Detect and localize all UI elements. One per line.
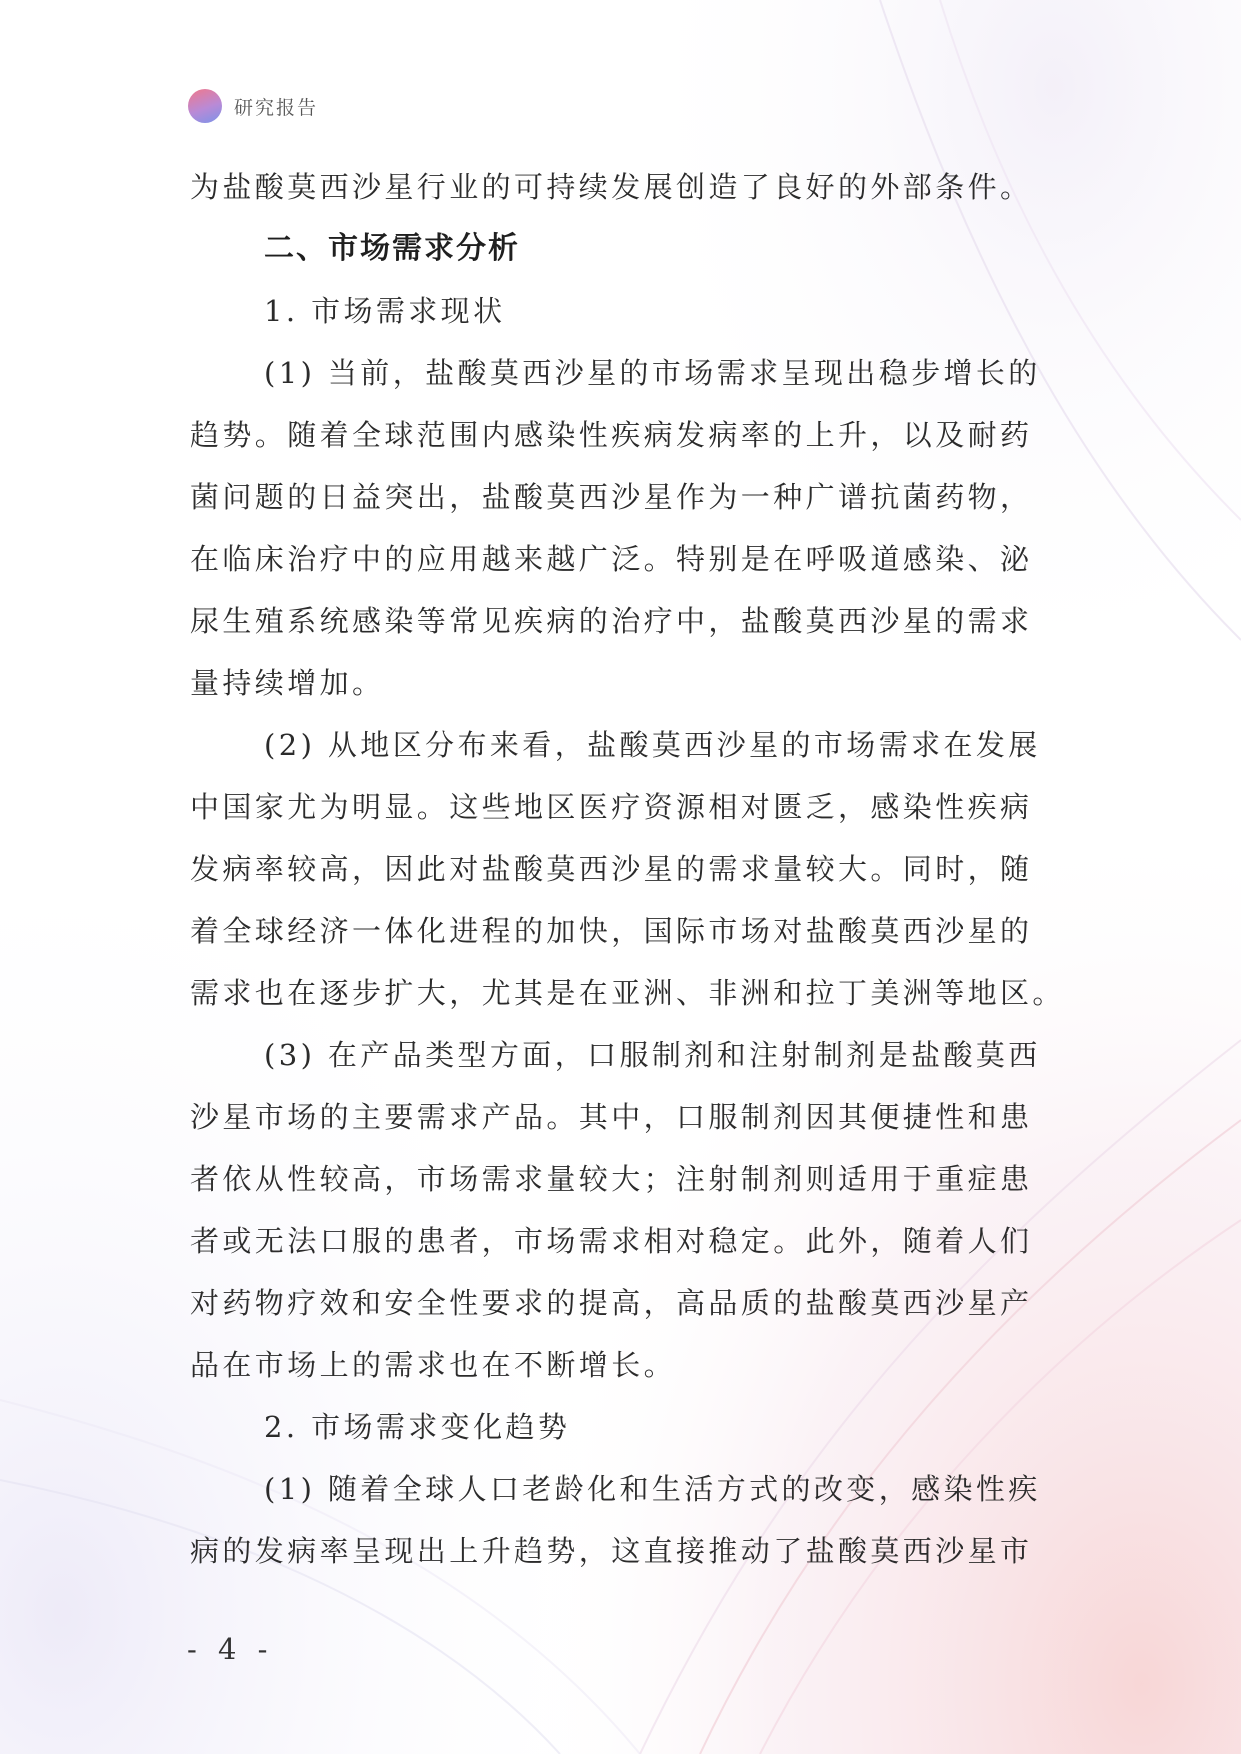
page-number: - 4 - (187, 1632, 274, 1666)
report-header (188, 89, 318, 123)
text-line: (3) 在产品类型方面，口服制剂和注射制剂是盐酸莫西 (264, 1038, 1041, 1072)
logo-circle-icon (188, 89, 222, 123)
text-line: 趋势。随着全球范围内感染性疾病发病率的上升，以及耐药 (190, 418, 1033, 452)
header-title: 研究报告 (234, 96, 319, 119)
text-line: (1) 随着全球人口老龄化和生活方式的改变，感染性疾 (264, 1472, 1041, 1506)
document-body (190, 156, 1065, 1582)
text-line: 发病率较高，因此对盐酸莫西沙星的需求量较大。同时，随 (190, 852, 1033, 886)
text-line: 需求也在逐步扩大，尤其是在亚洲、非洲和拉丁美洲等地区。 (190, 976, 1065, 1010)
text-line: (2) 从地区分布来看，盐酸莫西沙星的市场需求在发展 (264, 728, 1041, 762)
text-line: 菌问题的日益突出，盐酸莫西沙星作为一种广谱抗菌药物， (190, 480, 1033, 514)
text-line: 中国家尤为明显。这些地区医疗资源相对匮乏，感染性疾病 (190, 790, 1033, 824)
text-line: 着全球经济一体化进程的加快，国际市场对盐酸莫西沙星的 (190, 914, 1033, 948)
text-line: 者依从性较高，市场需求量较大；注射制剂则适用于重症患 (190, 1162, 1033, 1196)
text-line: 1. 市场需求现状 (264, 294, 506, 328)
text-line: 品在市场上的需求也在不断增长。 (190, 1348, 677, 1382)
text-line: 病的发病率呈现出上升趋势，这直接推动了盐酸莫西沙星市 (190, 1534, 1033, 1568)
text-line: (1) 当前，盐酸莫西沙星的市场需求呈现出稳步增长的 (264, 356, 1041, 390)
text-line: 尿生殖系统感染等常见疾病的治疗中，盐酸莫西沙星的需求 (190, 604, 1033, 638)
text-line: 量持续增加。 (190, 666, 385, 700)
text-line: 在临床治疗中的应用越来越广泛。特别是在呼吸道感染、泌 (190, 542, 1033, 576)
text-line: 为盐酸莫西沙星行业的可持续发展创造了良好的外部条件。 (190, 170, 1033, 204)
text-line: 沙星市场的主要需求产品。其中，口服制剂因其便捷性和患 (190, 1100, 1033, 1134)
section-heading: 二、市场需求分析 (264, 231, 520, 266)
text-line: 2. 市场需求变化趋势 (264, 1410, 571, 1444)
text-line: 对药物疗效和安全性要求的提高，高品质的盐酸莫西沙星产 (190, 1286, 1033, 1320)
text-line: 者或无法口服的患者，市场需求相对稳定。此外，随着人们 (190, 1224, 1033, 1258)
